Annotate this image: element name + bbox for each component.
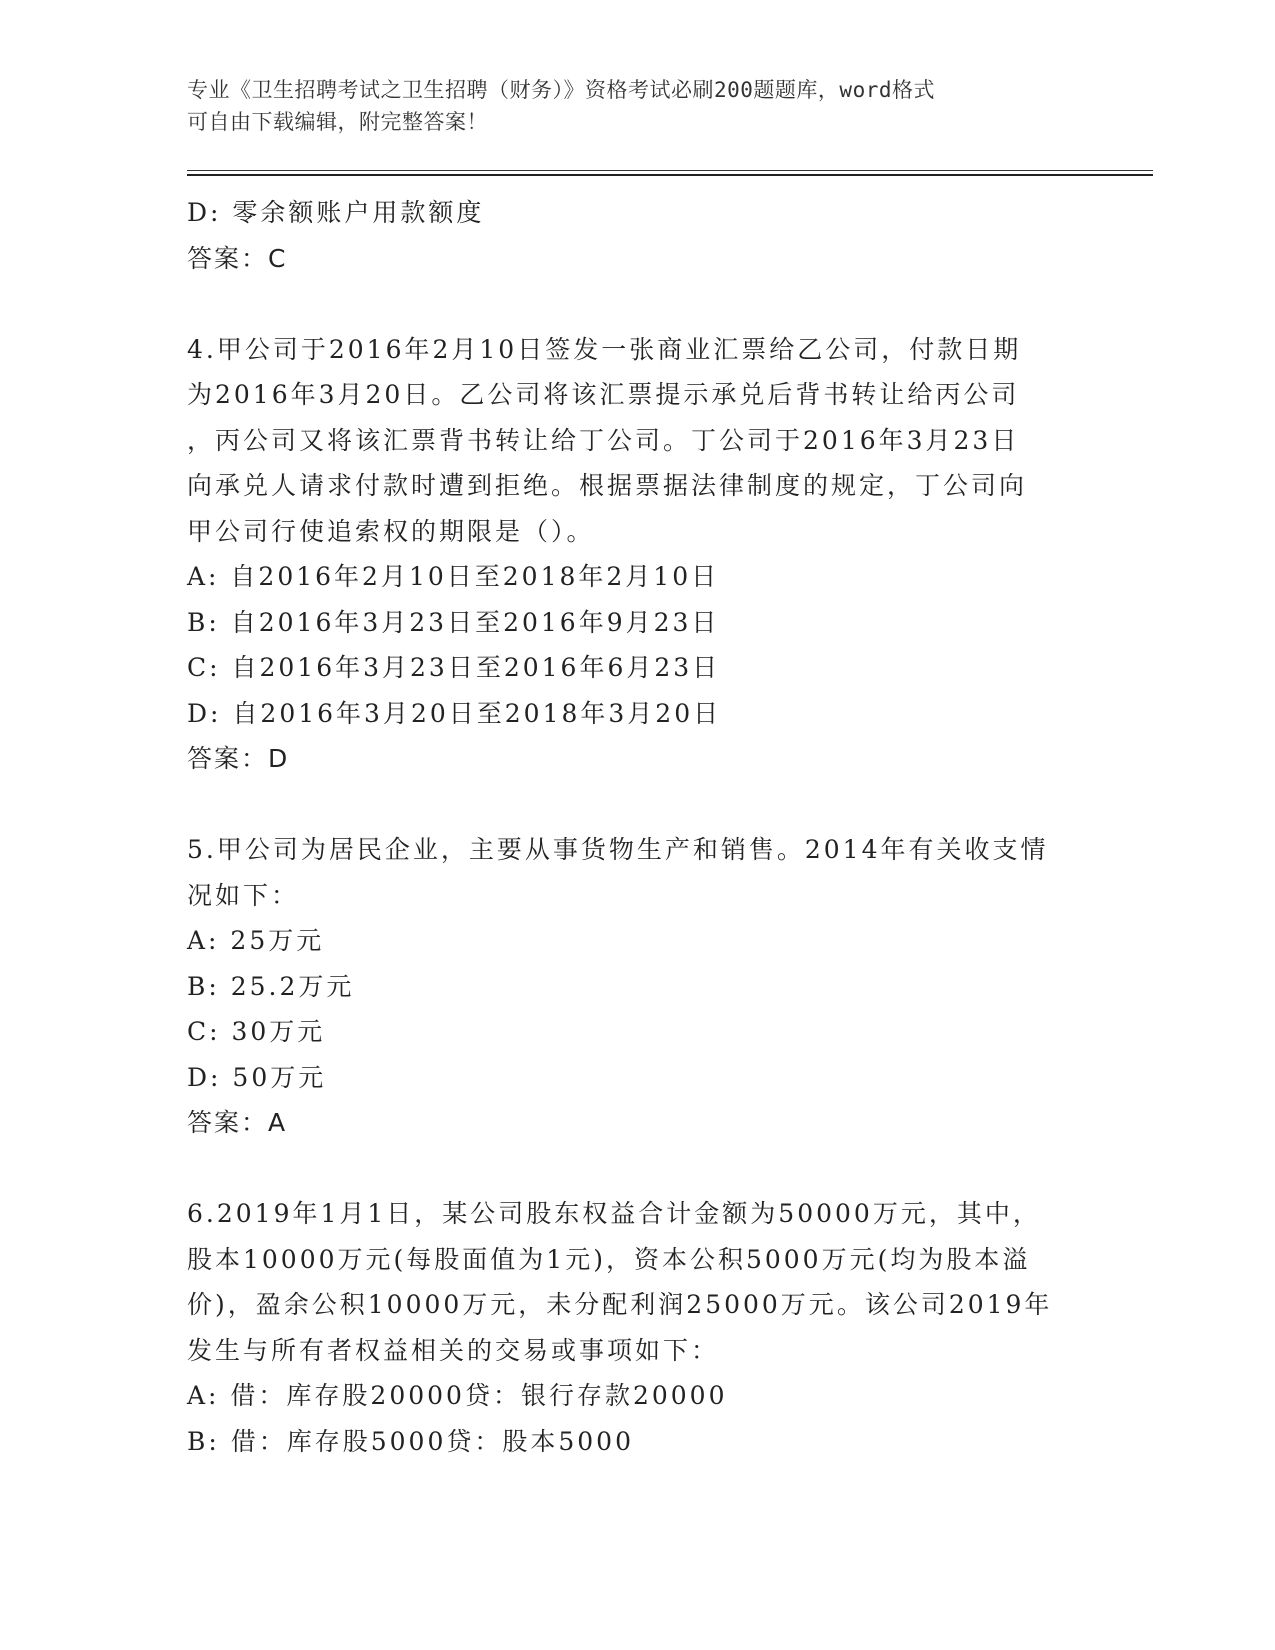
- question-stem-line: ，丙公司又将该汇票背书转让给丁公司。丁公司于2016年3月23日: [187, 425, 1020, 455]
- question-stem-line: 6.2019年1月1日，某公司股东权益合计金额为50000万元，其中，: [187, 1199, 1041, 1228]
- header-rule-thick: [187, 174, 1153, 176]
- option-d: D: 50万元: [187, 1062, 327, 1092]
- option-a: A: 25万元: [187, 926, 325, 955]
- question-5: [187, 827, 1067, 1146]
- spacer: [187, 1146, 1067, 1192]
- question-stem-line: 为2016年3月20日。乙公司将该汇票提示承兑后背书转让给丙公司: [187, 380, 1020, 409]
- question-stem-line: 向承兑人请求付款时遭到拒绝。根据票据法律制度的规定，丁公司向: [187, 471, 1028, 500]
- spacer: [187, 281, 1067, 327]
- question-stem-line: 价)，盈余公积10000万元，未分配利润25000万元。该公司2019年: [187, 1290, 1053, 1319]
- option-d: D: 自2016年3月20日至2018年3月20日: [187, 698, 722, 728]
- header-title-line-1: 专业《卫生招聘考试之卫生招聘（财务）》资格考试必刷200题题库，word格式: [187, 78, 935, 102]
- option-d: D: 零余额账户用款额度: [187, 198, 485, 227]
- question-6: [187, 1191, 1067, 1464]
- document-body: [187, 190, 1067, 1464]
- option-c: C: 自2016年3月23日至2016年6月23日: [187, 653, 721, 682]
- option-b: B: 借：库存股5000贷：股本5000: [187, 1426, 634, 1456]
- option-a: A: 借：库存股20000贷：银行存款20000: [187, 1381, 728, 1410]
- option-b: B: 25.2万元: [187, 971, 355, 1001]
- question-stem-line: 股本10000万元(每股面值为1元)，资本公积5000万元(均为股本溢: [187, 1244, 1031, 1274]
- answer-line: 答案：A: [187, 1108, 288, 1137]
- question-stem-line: 5.甲公司为居民企业，主要从事货物生产和销售。2014年有关收支情: [187, 835, 1049, 864]
- question-3-tail: [187, 190, 1067, 281]
- option-a: A: 自2016年2月10日至2018年2月10日: [187, 562, 720, 591]
- header-rule-thin: [187, 170, 1153, 171]
- option-c: C: 30万元: [187, 1017, 326, 1046]
- option-b: B: 自2016年3月23日至2016年9月23日: [187, 607, 720, 637]
- spacer: [187, 782, 1067, 828]
- header-title-line-2: 可自由下载编辑，附完整答案！: [187, 110, 488, 134]
- question-4: [187, 327, 1067, 782]
- question-stem-line: 况如下：: [187, 880, 300, 910]
- document-header: [187, 74, 1067, 138]
- answer-line: 答案：D: [187, 744, 290, 773]
- question-stem-line: 发生与所有者权益相关的交易或事项如下：: [187, 1335, 720, 1365]
- question-stem-line: 4.甲公司于2016年2月10日签发一张商业汇票给乙公司，付款日期: [187, 334, 1022, 364]
- answer-line: 答案：C: [187, 243, 288, 273]
- question-stem-line: 甲公司行使追索权的期限是（）。: [187, 516, 595, 546]
